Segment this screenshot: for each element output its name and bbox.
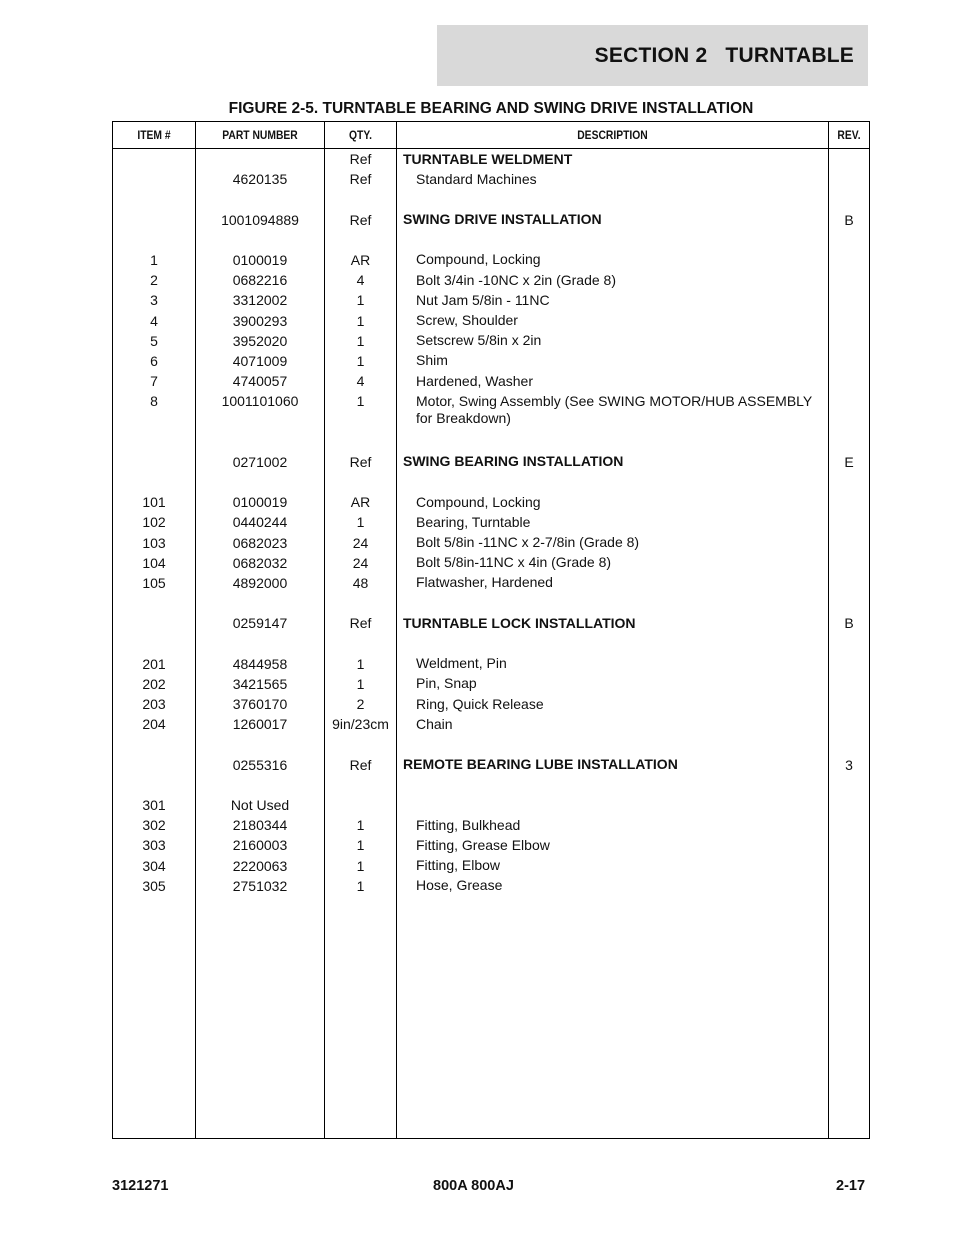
qty-cell: 9in/23cm bbox=[332, 716, 389, 733]
part-number-cell: 0271002 bbox=[232, 453, 288, 470]
description-cell: Weldment, Pin bbox=[416, 655, 507, 672]
qty-cell: 1 bbox=[356, 393, 365, 410]
figure-title: FIGURE 2-5. TURNTABLE BEARING AND SWING DRIVE INSTALLATION bbox=[228, 100, 754, 117]
table-row bbox=[113, 815, 869, 835]
part-number-cell: 1001094889 bbox=[221, 211, 299, 228]
item-number-cell: 104 bbox=[142, 554, 166, 571]
qty-cell: 24 bbox=[352, 554, 369, 571]
part-number-cell: 3760170 bbox=[232, 696, 288, 713]
item-number-cell: 303 bbox=[142, 837, 166, 854]
spacer-row bbox=[113, 472, 869, 492]
table-body bbox=[113, 149, 869, 896]
qty-cell: 4 bbox=[356, 272, 365, 289]
rev-cell: E bbox=[844, 453, 854, 470]
header-item: ITEM # bbox=[137, 128, 171, 142]
qty-cell: 1 bbox=[356, 877, 365, 894]
part-number-cell: 2180344 bbox=[232, 817, 288, 834]
header-qty: QTY. bbox=[349, 128, 372, 142]
description-cell: Shim bbox=[416, 352, 448, 369]
description-cell: TURNTABLE LOCK INSTALLATION bbox=[403, 614, 636, 631]
part-number-cell: Not Used bbox=[230, 797, 290, 814]
assembly-heading-row bbox=[113, 210, 869, 230]
rev-cell: B bbox=[844, 615, 854, 632]
spacer-row bbox=[113, 775, 869, 795]
table-row bbox=[113, 533, 869, 553]
table-row bbox=[113, 311, 869, 331]
item-number-cell: 105 bbox=[142, 574, 166, 591]
section-banner bbox=[437, 25, 868, 86]
table-row bbox=[113, 876, 869, 896]
item-number-cell: 101 bbox=[142, 494, 166, 511]
table-row bbox=[113, 290, 869, 310]
description-cell: SWING DRIVE INSTALLATION bbox=[403, 211, 602, 228]
item-number-cell: 102 bbox=[142, 514, 166, 531]
qty-cell: AR bbox=[350, 251, 371, 268]
description-cell: Nut Jam 5/8in - 11NC bbox=[416, 291, 550, 308]
footer-doc-number: 3121271 bbox=[112, 1178, 169, 1194]
table-row bbox=[113, 714, 869, 734]
qty-cell: 24 bbox=[352, 534, 369, 551]
part-number-cell: 4620135 bbox=[232, 171, 288, 188]
table-row bbox=[113, 654, 869, 674]
item-number-cell: 304 bbox=[142, 857, 166, 874]
part-number-cell: 1260017 bbox=[232, 716, 288, 733]
part-number-cell: 3421565 bbox=[232, 675, 288, 692]
item-number-cell: 8 bbox=[150, 393, 158, 410]
item-number-cell: 3 bbox=[150, 292, 158, 309]
item-number-cell: 203 bbox=[142, 696, 166, 713]
table-row bbox=[113, 512, 869, 532]
assembly-heading-row bbox=[113, 755, 869, 775]
item-number-cell: 7 bbox=[150, 373, 158, 390]
part-number-cell: 4892000 bbox=[232, 574, 288, 591]
qty-cell: Ref bbox=[349, 171, 372, 188]
description-cell: Bearing, Turntable bbox=[416, 513, 531, 530]
part-number-cell: 3312002 bbox=[232, 292, 288, 309]
table-row bbox=[113, 250, 869, 270]
description-cell: Ring, Quick Release bbox=[416, 695, 544, 712]
assembly-heading-row bbox=[113, 452, 869, 472]
description-cell: Bolt 3/4in -10NC x 2in (Grade 8) bbox=[416, 271, 616, 288]
item-number-cell: 302 bbox=[142, 817, 166, 834]
qty-cell: 1 bbox=[356, 514, 365, 531]
table-row bbox=[113, 573, 869, 593]
spacer-row bbox=[113, 734, 869, 754]
qty-cell: AR bbox=[350, 494, 371, 511]
description-cell: Compound, Locking bbox=[416, 493, 541, 510]
table-row bbox=[113, 553, 869, 573]
item-number-cell: 202 bbox=[142, 675, 166, 692]
section-title: SECTION 2 TURNTABLE bbox=[594, 43, 854, 67]
part-number-cell: 4844958 bbox=[232, 655, 288, 672]
header-description: DESCRIPTION bbox=[577, 128, 648, 142]
part-number-cell: 0682032 bbox=[232, 554, 288, 571]
qty-cell: 1 bbox=[356, 857, 365, 874]
qty-cell: 1 bbox=[356, 352, 365, 369]
part-number-cell: 4071009 bbox=[232, 352, 288, 369]
item-number-cell: 204 bbox=[142, 716, 166, 733]
part-number-cell: 0440244 bbox=[232, 514, 288, 531]
description-cell: Fitting, Elbow bbox=[416, 857, 501, 874]
table-row bbox=[113, 391, 869, 431]
description-cell: Hardened, Washer bbox=[416, 372, 533, 389]
description-cell: SWING BEARING INSTALLATION bbox=[403, 453, 624, 470]
table-row bbox=[113, 169, 869, 189]
table-row bbox=[113, 492, 869, 512]
assembly-heading-row bbox=[113, 613, 869, 633]
qty-cell: 4 bbox=[356, 373, 365, 390]
description-cell: Hose, Grease bbox=[416, 877, 503, 894]
part-number-cell: 4740057 bbox=[232, 373, 288, 390]
description-cell: REMOTE BEARING LUBE INSTALLATION bbox=[403, 756, 678, 773]
description-cell: Standard Machines bbox=[416, 170, 537, 187]
qty-cell: Ref bbox=[349, 615, 372, 632]
spacer-row bbox=[113, 230, 869, 250]
qty-cell: 48 bbox=[352, 574, 369, 591]
qty-cell: Ref bbox=[349, 453, 372, 470]
description-cell: Bolt 5/8in-11NC x 4in (Grade 8) bbox=[416, 554, 612, 571]
item-number-cell: 201 bbox=[142, 655, 166, 672]
footer-model: 800A 800AJ bbox=[433, 1178, 514, 1194]
table-row bbox=[113, 795, 869, 815]
description-cell: Motor, Swing Assembly (See SWING MOTOR/HUB ASSEMBLY for Breakdown) bbox=[416, 392, 813, 426]
header-part-number: PART NUMBER bbox=[222, 128, 298, 142]
spacer-row bbox=[113, 593, 869, 613]
part-number-cell: 0255316 bbox=[232, 756, 288, 773]
part-number-cell: 0682216 bbox=[232, 272, 288, 289]
item-number-cell: 2 bbox=[150, 272, 158, 289]
spacer-row bbox=[113, 189, 869, 209]
description-cell: Flatwasher, Hardened bbox=[416, 574, 553, 591]
qty-cell: 1 bbox=[356, 332, 365, 349]
qty-cell: 1 bbox=[356, 655, 365, 672]
part-number-cell: 0259147 bbox=[232, 615, 288, 632]
qty-cell: 1 bbox=[356, 817, 365, 834]
description-cell: Setscrew 5/8in x 2in bbox=[416, 332, 542, 349]
part-number-cell: 2220063 bbox=[232, 857, 288, 874]
description-cell: Compound, Locking bbox=[416, 251, 541, 268]
part-number-cell: 0100019 bbox=[232, 251, 288, 268]
description-cell: Chain bbox=[416, 715, 453, 732]
qty-cell: Ref bbox=[349, 151, 372, 167]
parts-table bbox=[112, 121, 870, 1139]
table-row bbox=[113, 331, 869, 351]
item-number-cell: 301 bbox=[142, 797, 166, 814]
item-number-cell: 103 bbox=[142, 534, 166, 551]
table-row bbox=[113, 674, 869, 694]
rev-cell: 3 bbox=[845, 756, 853, 773]
item-number-cell: 5 bbox=[150, 332, 158, 349]
spacer-row bbox=[113, 432, 869, 452]
part-number-cell: 0100019 bbox=[232, 494, 288, 511]
item-number-cell: 4 bbox=[150, 312, 158, 329]
spacer-row bbox=[113, 634, 869, 654]
table-row bbox=[113, 270, 869, 290]
item-number-cell: 305 bbox=[142, 877, 166, 894]
rev-cell: B bbox=[844, 211, 854, 228]
part-number-cell: 3900293 bbox=[232, 312, 288, 329]
table-row bbox=[113, 856, 869, 876]
description-cell: Fitting, Bulkhead bbox=[416, 816, 521, 833]
header-rev: REV. bbox=[837, 128, 861, 142]
description-cell: TURNTABLE WELDMENT bbox=[403, 150, 573, 167]
description-cell: Fitting, Grease Elbow bbox=[416, 836, 550, 853]
assembly-heading-row bbox=[113, 149, 869, 169]
part-number-cell: 2751032 bbox=[232, 877, 288, 894]
part-number-cell: 3952020 bbox=[232, 332, 288, 349]
qty-cell: Ref bbox=[349, 756, 372, 773]
description-cell: Bolt 5/8in -11NC x 2-7/8in (Grade 8) bbox=[416, 534, 640, 551]
table-row bbox=[113, 371, 869, 391]
table-row bbox=[113, 351, 869, 371]
qty-cell: Ref bbox=[349, 211, 372, 228]
qty-cell: 1 bbox=[356, 292, 365, 309]
item-number-cell: 6 bbox=[150, 352, 158, 369]
description-cell: Pin, Snap bbox=[416, 675, 477, 692]
table-row bbox=[113, 694, 869, 714]
qty-cell: 1 bbox=[356, 312, 365, 329]
item-number-cell: 1 bbox=[150, 251, 158, 268]
description-cell: Screw, Shoulder bbox=[416, 312, 518, 328]
qty-cell: 1 bbox=[356, 675, 365, 692]
qty-cell: 2 bbox=[356, 696, 365, 713]
part-number-cell: 0682023 bbox=[232, 534, 288, 551]
part-number-cell: 1001101060 bbox=[221, 393, 299, 410]
qty-cell: 1 bbox=[356, 837, 365, 854]
table-row bbox=[113, 835, 869, 855]
part-number-cell: 2160003 bbox=[232, 837, 288, 854]
footer-page-number: 2-17 bbox=[836, 1178, 866, 1194]
